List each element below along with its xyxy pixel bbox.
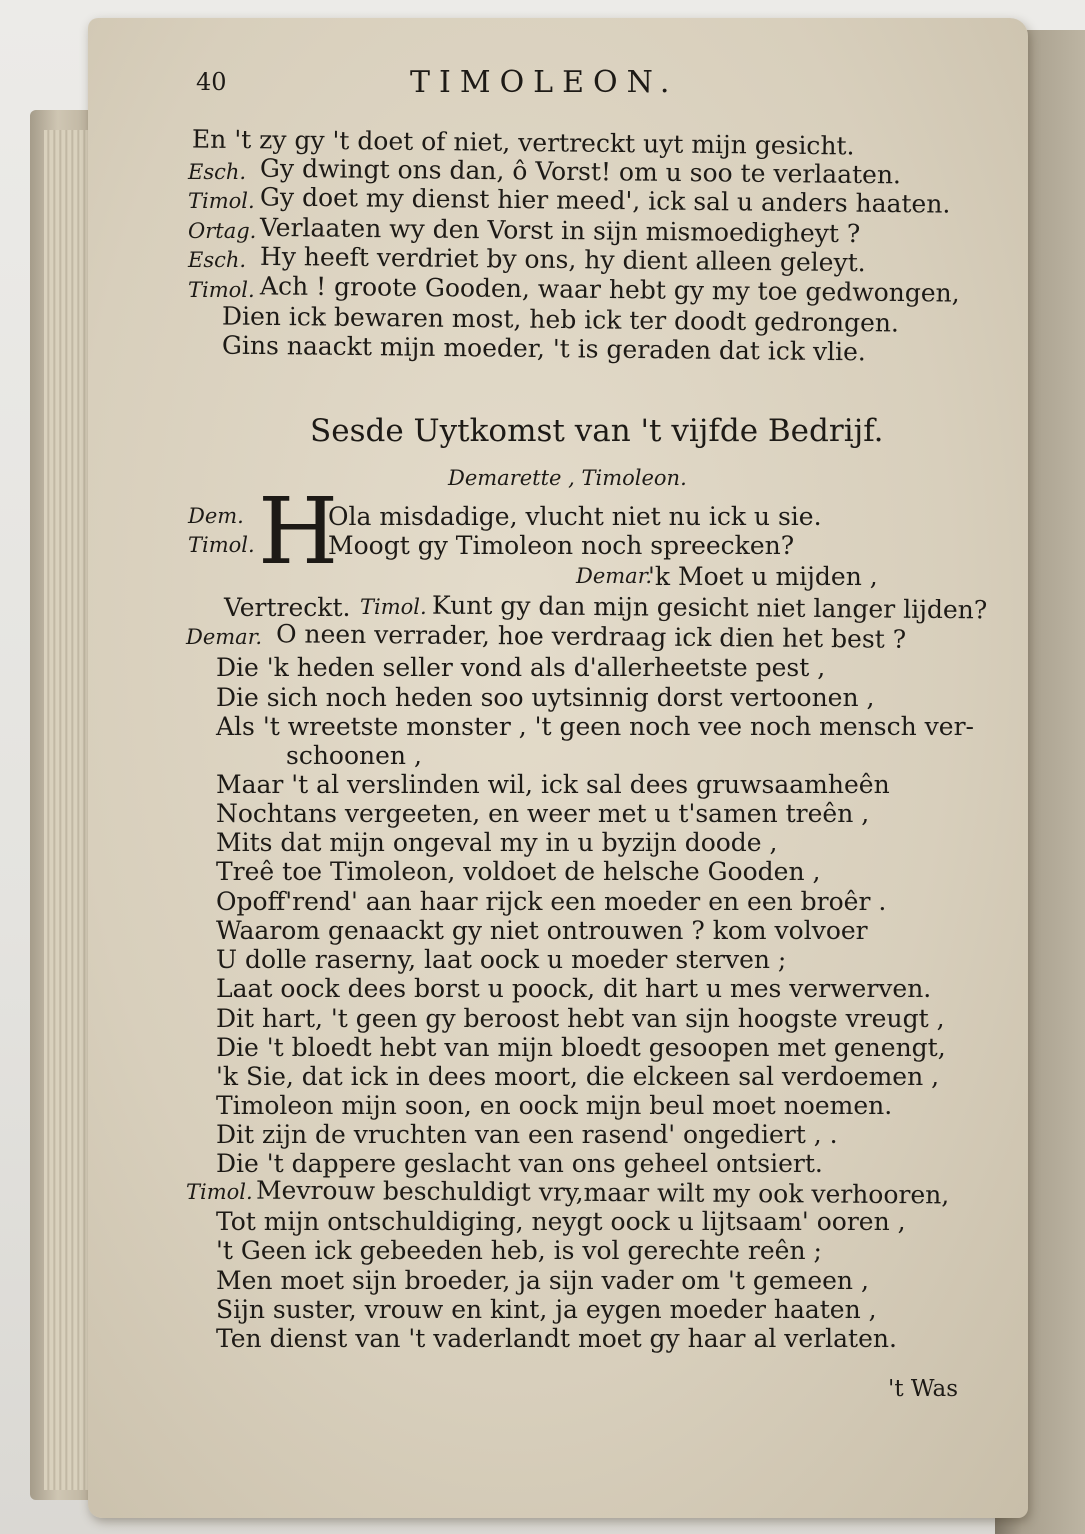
running-title: TIMOLEON. <box>410 65 679 100</box>
verse-line: Die 't dappere geslacht van ons geheel ontsiert. <box>216 1149 823 1178</box>
verse-line: Men moet sijn broeder, ja sijn vader om 't gemeen , <box>216 1266 869 1295</box>
speaker-label: Timol. <box>186 1180 253 1204</box>
verse-line: Verlaaten wy den Vorst in sijn mismoedigheyt ? <box>259 212 861 249</box>
speaker-label: Esch. <box>188 248 247 272</box>
verse-line: schoonen , <box>286 741 422 770</box>
page-number: 40 <box>196 68 227 96</box>
verse-line: Dit zijn de vruchten van een rasend' ongediert , . <box>216 1120 838 1149</box>
verse-line: Laat oock dees borst u poock, dit hart u mes verwerven. <box>216 974 932 1003</box>
verse-line: Gins naackt mijn moeder, 't is geraden dat ick vlie. <box>221 330 866 367</box>
verse-line: 'k Moet u mijden , <box>648 562 878 591</box>
speaker-label: Timol. <box>360 595 427 619</box>
verse-line: 't Geen ick gebeeden heb, is vol gerechte reên ; <box>216 1236 822 1265</box>
verse-line: Tot mijn ontschuldiging, neygt oock u lijtsaam' ooren , <box>216 1207 906 1236</box>
speaker-label: Demar. <box>186 625 263 649</box>
verse-line: Hy heeft verdriet by ons, hy dient alleen geleyt. <box>259 241 866 278</box>
verse-line: Nochtans vergeeten, en weer met u t'samen treên , <box>216 799 870 828</box>
verse-line: Timoleon mijn soon, en oock mijn beul moet noemen. <box>216 1091 893 1120</box>
verse-line: Mevrouw beschuldigt vry,maar wilt my ook verhooren, <box>255 1175 950 1210</box>
speaker-label: Timol. <box>188 189 255 213</box>
verse-line: Dien ick bewaren most, heb ick ter doodt gedrongen. <box>221 301 900 338</box>
verse-line: Gy doet my dienst hier meed', ick sal u anders haaten. <box>259 182 951 219</box>
verse-line: Dit hart, 't geen gy beroost hebt van sijn hoogste vreugt , <box>216 1004 945 1033</box>
verse-line: Kunt gy dan mijn gesicht niet langer lijden? <box>431 590 988 625</box>
verse-line: Die sich noch heden soo uytsinnig dorst vertoonen , <box>216 683 875 712</box>
verse-line: Maar 't al verslinden wil, ick sal dees gruwsaamheên <box>216 770 890 799</box>
verse-line: Ten dienst van 't vaderlandt moet gy haar al verlaten. <box>216 1324 897 1353</box>
speaker-label: Ortag. <box>188 219 257 243</box>
verse-line: Die 'k heden seller vond als d'allerheetste pest , <box>216 653 826 682</box>
verse-line: Treê toe Timoleon, voldoet de helsche Gooden , <box>216 857 821 886</box>
speaker-label: Timol. <box>188 533 255 557</box>
verse-line: Ola misdadige, vlucht niet nu ick u sie. <box>328 502 822 531</box>
verse-line: Mits dat mijn ongeval my in u byzijn doode , <box>216 828 778 857</box>
verse-line: U dolle raserny, laat oock u moeder sterven ; <box>216 945 787 974</box>
speaker-label: Esch. <box>188 160 247 184</box>
verse-line: Sijn suster, vrouw en kint, ja eygen moeder haaten , <box>216 1295 877 1324</box>
book-page <box>88 18 1028 1518</box>
verse-line: Ach ! groote Gooden, waar hebt gy my toe gedwongen, <box>259 271 960 308</box>
verse-line-prefix: Vertreckt. <box>224 593 351 622</box>
verse-line: Die 't bloedt hebt van mijn bloedt gesoopen met genengt, <box>216 1033 946 1062</box>
verse-line: Als 't wreetste monster , 't geen noch vee noch mensch ver- <box>216 712 974 741</box>
verse-line: Moogt gy Timoleon noch spreecken? <box>328 531 795 560</box>
scene-title: Sesde Uytkomst van 't vijfde Bedrijf. <box>310 413 884 449</box>
verse-line: Waarom genaackt gy niet ontrouwen ? kom volvoer <box>216 916 868 945</box>
verse-line: En 't zy gy 't doet of niet, vertreckt uyt mijn gesicht. <box>191 124 855 161</box>
verse-line: Gy dwingt ons dan, ô Vorst! om u soo te verlaaten. <box>259 153 902 190</box>
verse-line: 'k Sie, dat ick in dees moort, die elckeen sal verdoemen , <box>216 1062 940 1091</box>
cast-list: Demarette , Timoleon. <box>448 466 687 490</box>
drop-cap: H <box>258 478 339 585</box>
speaker-label: Dem. <box>188 504 244 528</box>
verse-line: O neen verrader, hoe verdraag ick dien het best ? <box>275 619 907 654</box>
speaker-label: Demar. <box>576 564 653 588</box>
speaker-label: Timol. <box>188 278 255 302</box>
verse-line: Opoff'rend' aan haar rijck een moeder en een broêr . <box>216 887 887 916</box>
catchword: 't Was <box>888 1376 959 1402</box>
